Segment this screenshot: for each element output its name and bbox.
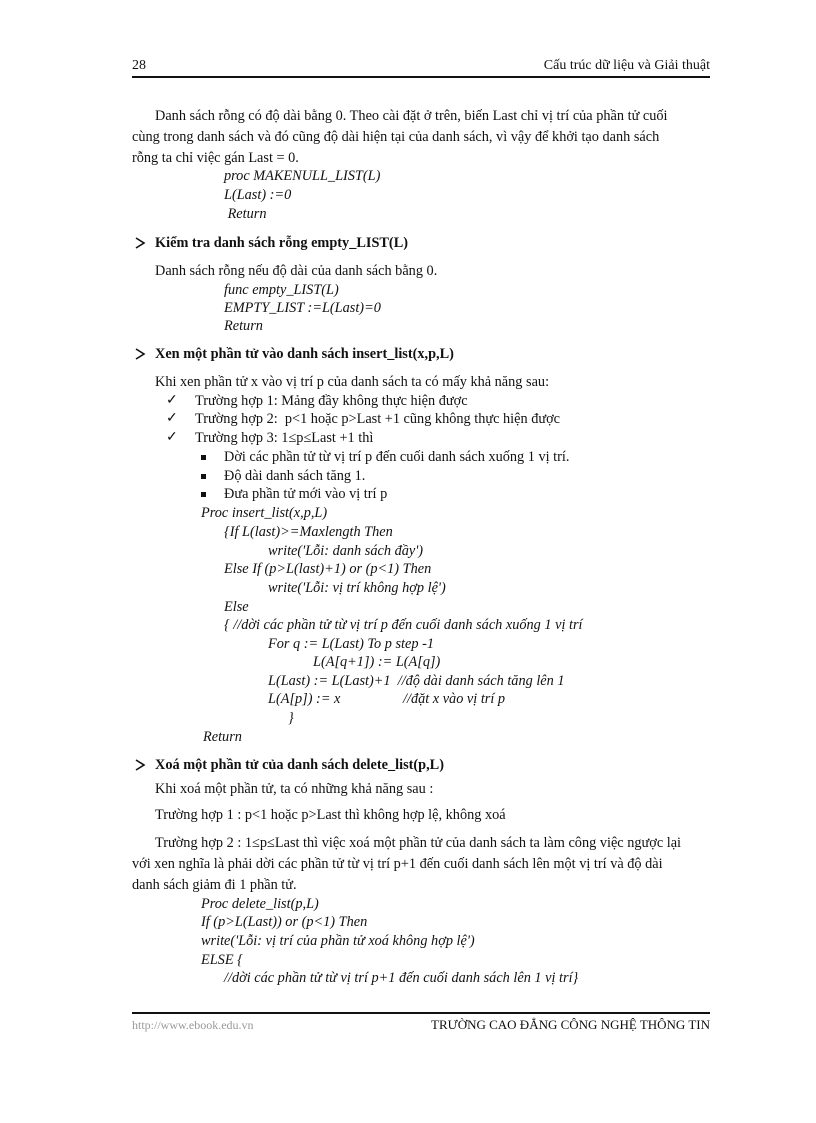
code-line: Return bbox=[224, 318, 263, 334]
code-line: write('Lỗi: vị trí của phần tử xoá không hợp lệ') bbox=[201, 933, 475, 949]
code-line: write('Lỗi: vị trí không hợp lệ') bbox=[268, 580, 446, 596]
code-line: //dời các phần tử từ vị trí p+1 đến cuối danh sách lên 1 vị trí} bbox=[224, 970, 579, 986]
case-item: Trường hợp 1: Mảng đầy không thực hiện được bbox=[195, 393, 468, 409]
square-bullet-icon bbox=[201, 492, 206, 497]
check-icon: ✓ bbox=[166, 411, 178, 426]
code-line: Else If (p>L(last)+1) or (p<1) Then bbox=[224, 561, 432, 577]
code-line: } bbox=[288, 710, 294, 726]
arrow-bullet-icon bbox=[134, 348, 146, 360]
code-line: Else bbox=[224, 599, 249, 615]
page-number: 28 bbox=[132, 58, 146, 73]
code-line: L(Last) :=0 bbox=[224, 187, 292, 203]
section-heading-insert: Xen một phần tử vào danh sách insert_list(x,p,L) bbox=[155, 346, 454, 362]
code-line: Return bbox=[203, 729, 242, 745]
code-line: Proc insert_list(x,p,L) bbox=[201, 505, 328, 521]
step-item: Dời các phần tử từ vị trí p đến cuối danh sách xuống 1 vị trí. bbox=[224, 449, 570, 465]
delete-text-3c: danh sách giảm đi 1 phần tử. bbox=[132, 877, 297, 893]
code-line: Proc delete_list(p,L) bbox=[201, 896, 319, 912]
code-line: Return bbox=[224, 206, 267, 222]
footer-url: http://www.ebook.edu.vn bbox=[132, 1018, 254, 1032]
book-title: Cấu trúc dữ liệu và Giải thuật bbox=[543, 58, 710, 73]
code-line: {If L(last)>=Maxlength Then bbox=[224, 524, 393, 540]
arrow-bullet-icon bbox=[134, 237, 146, 249]
code-line: EMPTY_LIST :=L(Last)=0 bbox=[224, 300, 381, 316]
footer-rule bbox=[132, 1012, 710, 1014]
section-heading-empty: Kiểm tra danh sách rỗng empty_LIST(L) bbox=[155, 235, 408, 251]
section-heading-delete: Xoá một phần tử của danh sách delete_list(p,L) bbox=[155, 757, 444, 773]
intro-line-2: cùng trong danh sách và đó cũng độ dài hiện tại của danh sách, vì vậy để khởi tạo danh sách bbox=[132, 129, 660, 145]
step-item: Đưa phần tử mới vào vị trí p bbox=[224, 486, 388, 502]
code-line: If (p>L(Last)) or (p<1) Then bbox=[201, 914, 368, 930]
delete-text-2: Trường hợp 1 : p<1 hoặc p>Last thì không hợp lệ, không xoá bbox=[155, 807, 506, 823]
square-bullet-icon bbox=[201, 455, 206, 460]
check-icon: ✓ bbox=[166, 430, 178, 445]
intro-line-3: rỗng ta chỉ việc gán Last = 0. bbox=[132, 150, 299, 166]
code-line: L(A[q+1]) := L(A[q]) bbox=[313, 654, 441, 670]
insert-text: Khi xen phần tử x vào vị trí p của danh sách ta có mấy khả năng sau: bbox=[155, 374, 550, 390]
delete-text-3a: Trường hợp 2 : 1≤p≤Last thì việc xoá một phần tử của danh sách ta làm công việc ngược lại bbox=[155, 835, 682, 851]
square-bullet-icon bbox=[201, 474, 206, 479]
code-line: func empty_LIST(L) bbox=[224, 282, 339, 298]
intro-line-1: Danh sách rỗng có độ dài bằng 0. Theo cài đặt ở trên, biến Last chỉ vị trí của phần tử cuối bbox=[155, 108, 668, 124]
code-line: L(Last) := L(Last)+1 //độ dài danh sách tăng lên 1 bbox=[268, 673, 565, 689]
delete-text-3b: với xen nghĩa là phải dời các phần tử từ vị trí p+1 đến cuối danh sách lên một vị trí và độ dài bbox=[132, 856, 663, 872]
footer-school: TRƯỜNG CAO ĐẲNG CÔNG NGHỆ THÔNG TIN bbox=[431, 1017, 710, 1032]
delete-text-1: Khi xoá một phần tử, ta có những khả năng sau : bbox=[155, 781, 434, 797]
code-line: write('Lỗi: danh sách đầy') bbox=[268, 543, 424, 559]
code-line: ELSE { bbox=[201, 952, 243, 968]
empty-text: Danh sách rỗng nếu độ dài của danh sách bằng 0. bbox=[155, 263, 438, 279]
code-line: For q := L(Last) To p step -1 bbox=[268, 636, 435, 652]
case-item: Trường hợp 3: 1≤p≤Last +1 thì bbox=[195, 430, 374, 446]
code-comment: //đặt x vào vị trí p bbox=[403, 691, 506, 707]
code-line: proc MAKENULL_LIST(L) bbox=[224, 168, 381, 184]
code-line: L(A[p]) := x bbox=[268, 691, 341, 707]
code-line: { //dời các phần tử từ vị trí p đến cuối danh sách xuống 1 vị trí bbox=[224, 617, 583, 633]
check-icon: ✓ bbox=[166, 393, 178, 408]
arrow-bullet-icon bbox=[134, 759, 146, 771]
case-item: Trường hợp 2: p<1 hoặc p>Last +1 cũng không thực hiện được bbox=[195, 411, 561, 427]
header-rule bbox=[132, 76, 710, 78]
step-item: Độ dài danh sách tăng 1. bbox=[224, 468, 366, 484]
